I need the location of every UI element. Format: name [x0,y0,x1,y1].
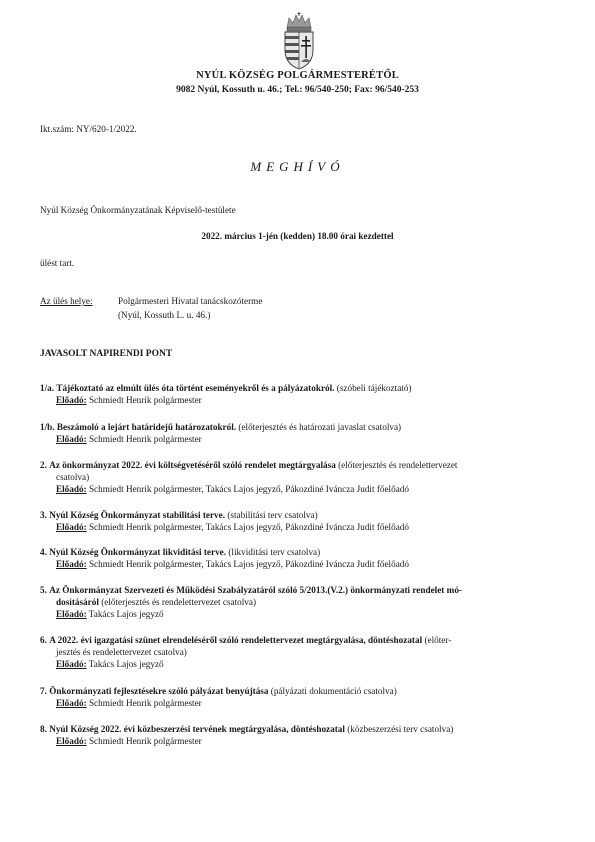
item-number: 7. [40,686,47,696]
item-title: Nyúl Község Önkormányzat stabilitási terve. [49,510,226,520]
coat-of-arms-icon [279,12,319,70]
presenter-name: Schmiedt Henrik polgármester [88,736,202,746]
item-note: (pályázati dokumentáció csatolva) [270,686,397,696]
presenter-name: Schmiedt Henrik polgármester [88,395,202,405]
item-number: 3. [40,510,47,520]
item-number: 1/b. [40,422,55,432]
item-title: Az önkormányzat 2022. évi költségvetéséről szóló rendelet megtárgyalása [49,460,336,470]
item-title: Az Önkormányzat Szervezeti és Működési Szabályzatáról szóló 5/2013.(V.2.) önkormányzati rendelet mó- [49,585,462,595]
intro-line: Nyúl Község Önkormányzatának Képviselő-testülete [40,205,236,215]
presenter-label: Előadó: [56,484,87,494]
presenter-label: Előadó: [56,434,87,444]
agenda-item [40,546,560,570]
item-note: (szóbeli tájékoztató) [336,383,412,393]
item-title: Önkormányzati fejlesztésekre szóló pályázat benyújtása [49,686,269,696]
presenter-label: Előadó: [56,522,87,532]
meeting-place-line2: (Nyúl, Kossuth L. u. 46.) [118,310,211,320]
item-note: (stabilitási terv csatolva) [227,510,318,520]
item-note: (előterjesztés és határozati javaslat csatolva) [238,422,402,432]
item-note: (előterjesztés és rendelettervezet csatolva) [101,597,257,607]
item-note: (előterjesztés és rendelettervezet [338,460,458,470]
presenter-label: Előadó: [56,609,87,619]
agenda-item [40,509,560,533]
presenter-name: Takács Lajos jegyző [88,609,164,619]
item-title: Beszámoló a lejárt határidejű határozatokról. [56,422,237,432]
item-number: 6. [40,635,47,645]
item-number: 2. [40,460,47,470]
issuer-address: 9082 Nyúl, Kossuth u. 46.; Tel.: 96/540-250; Fax: 96/540-253 [176,85,419,95]
item-title: Nyúl Község 2022. évi közbeszerzési tervének megtárgyalása, döntéshozatal [49,724,345,734]
presenter-name: Schmiedt Henrik polgármester [88,698,202,708]
agenda-item [40,459,560,495]
item-note: (közbeszerzési terv csatolva) [347,724,454,734]
presenter-label: Előadó: [56,395,87,405]
presenter-name: Schmiedt Henrik polgármester, Takács Lajos jegyző, Pákozdiné Iváncza Judit főelőadó [88,484,409,494]
meeting-place-label: Az ülés helye: [40,296,93,306]
item-note: (likviditási terv csatolva) [228,547,321,557]
agenda-item [40,723,560,747]
presenter-name: Schmiedt Henrik polgármester, Takács Lajos jegyző, Pákozdiné Iváncza Judit főelőadó [88,522,409,532]
item-number: 1/a. [40,383,55,393]
meeting-statement: ülést tart. [40,258,75,268]
presenter-label: Előadó: [56,736,87,746]
item-number: 5. [40,585,47,595]
issuer-title: NYÚL KÖZSÉG POLGÁRMESTERÉTŐL [196,70,399,81]
presenter-name: Schmiedt Henrik polgármester, Takács Lajos jegyző, Pákozdiné Iváncza Judit főelőadó [88,559,409,569]
presenter-name: Schmiedt Henrik polgármester [88,434,202,444]
item-title: Tájékoztató az elmúlt ülés óta történt eseményekről és a pályázatokról. [56,383,335,393]
agenda-item [40,584,560,620]
meeting-date: 2022. március 1-jén (kedden) 18.00 órai kezdettel [201,231,394,241]
item-note: (előter- [424,635,452,645]
item-number: 4. [40,547,47,557]
document-title: MEGHÍVÓ [250,159,345,174]
reference-number: Ikt.szám: NY/620-1/2022. [40,124,137,134]
agenda-item [40,685,560,709]
agenda-item [40,382,560,406]
presenter-label: Előadó: [56,698,87,708]
item-number: 8. [40,724,47,734]
item-title: A 2022. évi igazgatási szünet elrendeléséről szóló rendelettervezet megtárgyalása, döntéshozatal [49,635,423,645]
presenter-label: Előadó: [56,559,87,569]
agenda-item [40,421,560,445]
agenda-item [40,634,560,670]
meeting-place-line1: Polgármesteri Hivatal tanácskozóterme [118,296,263,306]
agenda-heading: JAVASOLT NAPIRENDI PONT [40,349,173,359]
presenter-name: Takács Lajos jegyző [88,659,164,669]
item-note-continued: jesztés és rendelettervezet csatolva) [56,647,187,657]
item-title: Nyúl Község Önkormányzat likviditási terve. [49,547,227,557]
presenter-label: Előadó: [56,659,87,669]
item-note-continued: csatolva) [56,472,90,482]
item-title-continued: dosításáról [56,597,99,607]
